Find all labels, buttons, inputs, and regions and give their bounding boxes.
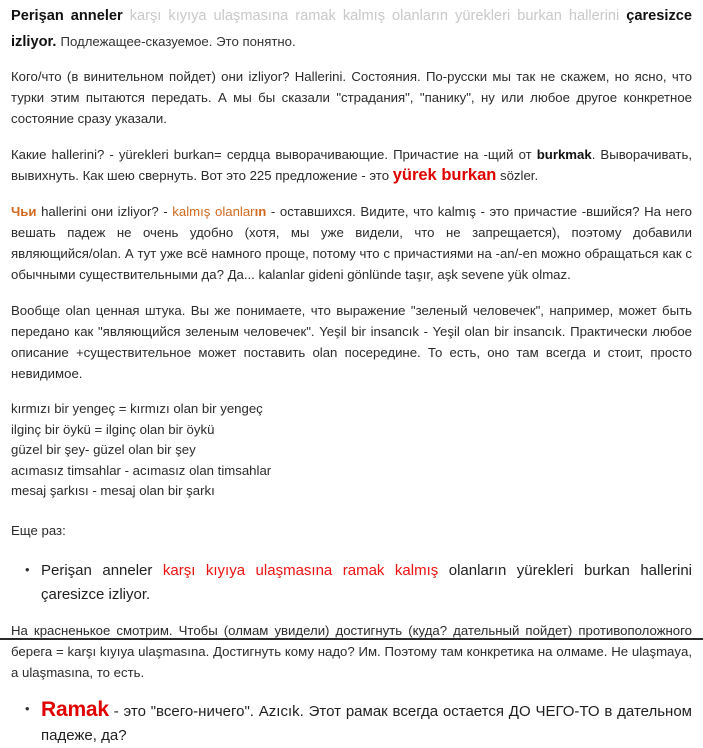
- lead-bold-subject: Perişan anneler: [11, 8, 123, 24]
- burkan-text-3: sözler.: [496, 168, 539, 183]
- bullet-post-text: olanların yürekleri burkan hallerini çaresizce izliyor.: [41, 561, 693, 603]
- paragraph-accusative-text: Кого/что (в винительном пойдет) они izliyor? Hallerini. Состояния. По-русски мы так не скажем, но ясно, что турки этим пытаются передать. А мы бы сказали "страдания", "панику", ну или любое другое конкретное состояние сразу указали.: [11, 69, 692, 126]
- whose-orange-suffix: ın: [254, 204, 267, 219]
- example-line: mesaj şarkısı - mesaj olan bir şarkı: [11, 483, 215, 498]
- whose-orange-phrase: kalmış olanlar: [172, 204, 255, 219]
- ramak-keyword: Ramak: [41, 697, 109, 721]
- paragraph-red-explanation: [11, 620, 692, 683]
- example-line: güzel bir şey- güzel olan bir şey: [11, 442, 196, 457]
- lead-faded-middle: karşı kıyıya ulaşmasına ramak kalmış olanların yürekleri burkan hallerini: [129, 8, 620, 24]
- again-label: Еще раз:: [11, 522, 66, 538]
- burkan-bold-verb: burkmak: [536, 147, 592, 162]
- list-item: [41, 559, 692, 607]
- burkan-text-1: Какие hallerini? - yürekleri burkan= сердца выворачивающие. Причастие на -щий от: [11, 147, 537, 162]
- examples-list: [11, 399, 692, 502]
- lead-paragraph: [11, 4, 692, 55]
- bullet-list-sentence: [11, 559, 692, 607]
- burkan-text-2: . Выворачивать, вывихнуть. Как шею свернуть. Вот это 225 предложение - это: [11, 147, 692, 183]
- paragraph-accusative: [11, 66, 692, 129]
- bottom-divider: [0, 638, 703, 640]
- example-line: acımasız timsahlar - acımasız olan timsahlar: [11, 462, 272, 478]
- paragraph-olan: [11, 300, 692, 384]
- lead-bold-verb: izliyor.: [11, 34, 57, 50]
- whose-text-1: hallerini они izliyor? -: [36, 204, 173, 219]
- paragraph-burkan: [11, 144, 692, 186]
- lead-bold-adverb: çaresizce: [626, 8, 692, 24]
- whose-text-2: - оставшихся. Видите, что kalmış - это причастие -вшийся? На него вешать падеж не очень удобно (хотя, мы уже видели, что не запрещается), поэтому добавили являющийся/olan. А тут уже всё намного проще, потому что с причастиями на -an/-en можно обращаться как с обычными существительными да? Да... kalanlar gideni gönlünde taşır, aşk sevene yük olmaz.: [11, 204, 692, 282]
- paragraph-whose: [11, 201, 692, 285]
- paragraph-olan-text: Вообще olan ценная штука. Вы же понимаете, что выражение "зеленый человечек", например, может быть передано как "являющийся зеленым человечек". Yeşil bir insancık - Yeşil olan bir insancık. Практически любое описание +существительное может поставить olan посередине. То есть, оно там всегда и стоит, просто невидимое.: [11, 303, 692, 381]
- example-line: ilginç bir öykü = ilginç olan bir öykü: [11, 421, 215, 437]
- bullet-pre-text: Perişan anneler: [41, 561, 163, 579]
- ramak-text: - это "всего-ничего". Azıcık. Этот рамак всегда остается ДО ЧЕГО-ТО в дательном падеже, да?: [41, 702, 692, 744]
- bullet-list-ramak: [11, 698, 692, 748]
- red-explanation-text: На красненькое смотрим. Чтобы (олмам увидели) достигнуть (куда? дательный пойдет) противоположного берега = karşı kıyıya ulaşmasına. Достигнуть кому надо? Им. Поэтому там конкретика на олмаме. Не ulaşmaya, а ulaşmasına, то есть.: [11, 622, 692, 680]
- lead-tail-note: Подлежащее-сказуемое. Это понятно.: [60, 34, 296, 49]
- list-item: [41, 698, 692, 748]
- example-line: kırmızı bir yengeç = kırmızı olan bir yengeç: [11, 401, 263, 416]
- bullet-red-phrase: karşı kıyıya ulaşmasına ramak kalmış: [162, 561, 439, 579]
- whose-orange-keyword: Чьи: [11, 204, 37, 219]
- burkan-red-phrase: yürek burkan: [392, 166, 497, 184]
